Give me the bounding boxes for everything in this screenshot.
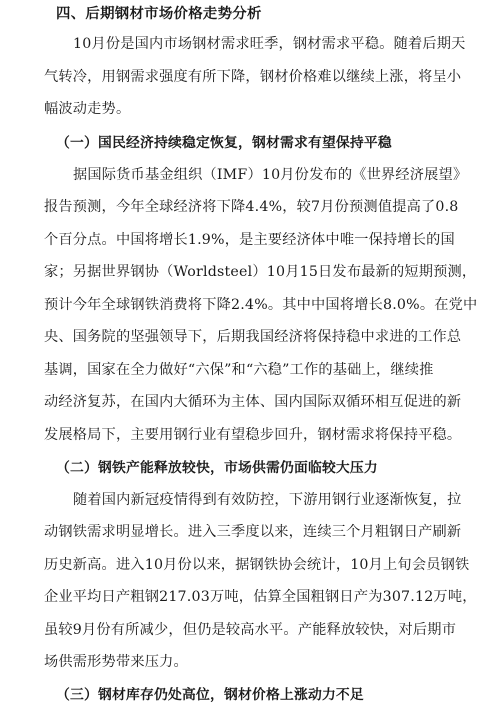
sub1-line-8: 动经济复苏，在国内大循环为主体、国内国际双循环相互促进的新 [44,394,462,410]
sub2-line-2: 动钢铁需求明显增长。进入三季度以来，连续三个月粗钢日产刷新 [44,524,462,540]
sub2-line-4: 企业平均日产粗钢217.03万吨，估算全国粗钢日产为307.12万吨， [44,589,477,605]
sub1-line-3: 个百分点。中国将增长1.9%，是主要经济体中唯一保持增长的国 [44,232,455,248]
subsection-3-heading: （三）钢材库存仍处高位，钢材价格上涨动力不足 [56,687,364,703]
sub1-line-6: 央、国务院的坚强领导下，后期我国经济将保持稳中求进的工作总 [44,329,462,345]
subsection-1-heading: （一）国民经济持续稳定恢复，钢材需求有望保持平稳 [56,135,392,151]
sub1-line-2: 报告预测，今年全球经济将下降4.4%，较7月份预测值提高了0.8 [44,199,459,215]
sub1-line-9: 发展格局下，主要用钢行业有望稳步回升，钢材需求将保持平稳。 [44,427,462,443]
subsection-2-heading: （二）钢铁产能释放较快，市场供需仍面临较大压力 [56,460,378,476]
intro-line-1: 10月份是国内市场钢材需求旺季，钢材需求平稳。随着后期天 [73,36,466,52]
intro-line-3: 幅波动走势。 [44,101,131,117]
sub2-line-1: 随着国内新冠疫情得到有效防控，下游用钢行业逐渐恢复，拉 [73,492,462,508]
sub2-line-3: 历史新高。进入10月份以来，据钢铁协会统计，10月上旬会员钢铁 [44,557,470,573]
sub1-line-7: 基调，国家在全力做好“六保”和“六稳”工作的基础上，继续推 [44,362,434,378]
sub2-line-6: 场供需形势带来压力。 [44,654,188,670]
sub2-line-5: 虽较9月份有所减少，但仍是较高水平。产能释放较快，对后期市 [44,622,457,638]
sub1-line-1: 据国际货币基金组织（IMF）10月份发布的《世界经济展望》 [73,167,468,183]
sub1-line-4: 家；另据世界钢协（Worldsteel）10月15日发布最新的短期预测， [44,264,477,280]
section-heading: 四、后期钢材市场价格走势分析 [56,6,262,22]
sub1-line-5: 预计今年全球钢铁消费将下降2.4%。其中中国将增长8.0%。在党中 [44,297,478,313]
intro-line-2: 气转冷，用钢需求强度有所下降，钢材价格难以继续上涨，将呈小 [44,69,462,85]
